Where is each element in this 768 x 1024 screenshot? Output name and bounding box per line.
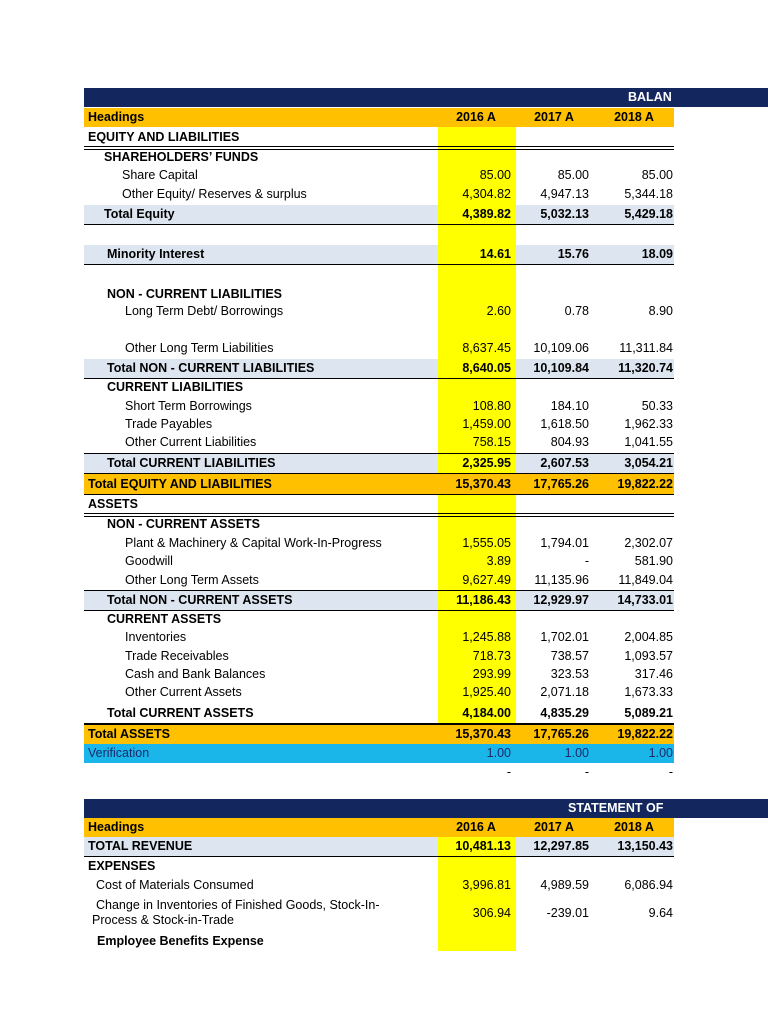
row-minority-interest: Minority Interest 14.61 15.76 18.09 <box>107 247 673 261</box>
row-total-eq-liab: Total EQUITY AND LIABILITIES 15,370.43 17,765.26 19,822.22 <box>88 477 673 491</box>
row-share-capital: Share Capital 85.00 85.00 85.00 <box>122 168 673 182</box>
row-other-current-assets: Other Current Assets 1,925.40 2,071.18 1,673.33 <box>125 685 673 699</box>
row-inventories: Inventories 1,245.88 1,702.01 2,004.85 <box>125 630 673 644</box>
row-other-lt-assets: Other Long Term Assets 9,627.49 11,135.96 11,849.04 <box>125 573 673 587</box>
row-total-cl: Total CURRENT LIABILITIES 2,325.95 2,607.53 3,054.21 <box>107 456 673 470</box>
row-plant-machinery: Plant & Machinery & Capital Work-In-Progress 1,555.05 1,794.01 2,302.07 <box>125 536 673 550</box>
row-verification-diff: - - - <box>506 765 673 779</box>
assets-heading: ASSETS <box>88 497 139 511</box>
divider <box>84 264 674 265</box>
row-total-assets: Total ASSETS 15,370.43 17,765.26 19,822.22 <box>88 727 673 741</box>
row-cash-bank: Cash and Bank Balances 293.99 323.53 317.46 <box>125 667 673 681</box>
ca-heading: CURRENT ASSETS <box>107 612 222 626</box>
statement-title: STATEMENT OF <box>568 801 664 815</box>
row-other-equity: Other Equity/ Reserves & surplus 4,304.82 4,947.13 5,344.18 <box>122 187 673 201</box>
row-verification: Verification 1.00 1.00 1.00 <box>88 746 673 760</box>
bs-header-row: Headings 2016 A 2017 A 2018 A <box>84 108 674 127</box>
balance-sheet-banner <box>84 88 768 107</box>
pl-header-row: Headings 2016 A 2017 A 2018 A <box>84 818 674 837</box>
row-goodwill: Goodwill 3.89 - 581.90 <box>125 554 673 568</box>
row-other-current-liabilities: Other Current Liabilities 758.15 804.93 1,041.55 <box>125 435 673 449</box>
row-total-revenue: TOTAL REVENUE 10,481.13 12,297.85 13,150.43 <box>88 839 673 853</box>
nca-heading: NON - CURRENT ASSETS <box>107 517 261 531</box>
row-cost-materials: Cost of Materials Consumed 3,996.81 4,989.59 6,086.94 <box>96 878 673 892</box>
row-total-equity: Total Equity 4,389.82 5,032.13 5,429.18 <box>104 207 673 221</box>
balance-sheet-title: BALAN <box>628 90 672 104</box>
shareholders-funds-heading: SHAREHOLDERS’ FUNDS <box>104 150 259 164</box>
equity-liabilities-heading: EQUITY AND LIABILITIES <box>88 130 240 144</box>
statement-banner <box>84 799 768 818</box>
row-change-inventories: Change in Inventories of Finished Goods, Stock-In- Process & Stock-in-Trade 306.94 -239.01 9.64 <box>92 898 673 927</box>
row-total-ncl: Total NON - CURRENT LIABILITIES 8,640.05 10,109.84 11,320.74 <box>107 361 673 375</box>
cl-heading: CURRENT LIABILITIES <box>107 380 244 394</box>
divider <box>84 224 674 225</box>
ncl-heading: NON - CURRENT LIABILITIES <box>107 287 282 301</box>
expenses-heading: EXPENSES <box>88 859 156 873</box>
employee-benefits-heading: Employee Benefits Expense <box>97 934 264 948</box>
row-total-ca: Total CURRENT ASSETS 4,184.00 4,835.29 5,089.21 <box>107 706 673 720</box>
row-trade-receivables: Trade Receivables 718.73 738.57 1,093.57 <box>125 649 673 663</box>
row-short-term-borrowings: Short Term Borrowings 108.80 184.10 50.33 <box>125 399 673 413</box>
row-long-term-debt: Long Term Debt/ Borrowings 2.60 0.78 8.90 <box>125 304 673 318</box>
row-trade-payables: Trade Payables 1,459.00 1,618.50 1,962.33 <box>125 417 673 431</box>
row-other-lt-liabilities: Other Long Term Liabilities 8,637.45 10,109.06 11,311.84 <box>125 341 673 355</box>
row-total-nca: Total NON - CURRENT ASSETS 11,186.43 12,929.97 14,733.01 <box>107 593 673 607</box>
